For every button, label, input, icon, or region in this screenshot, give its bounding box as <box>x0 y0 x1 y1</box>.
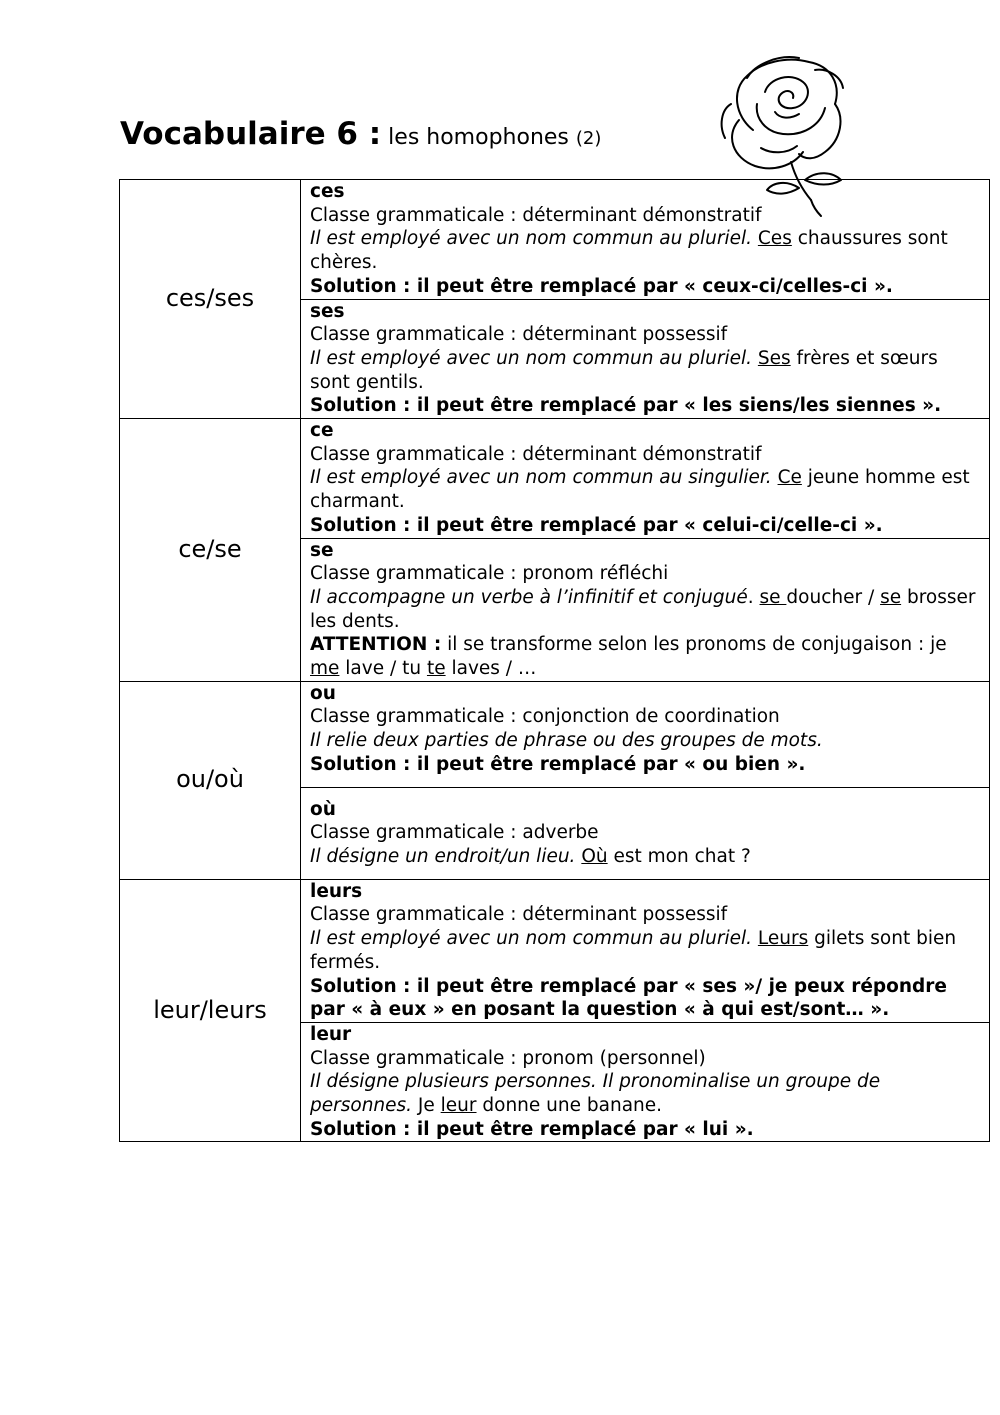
example-italic: Il est employé avec un nom commun au pluriel. <box>310 347 758 369</box>
entry-se <box>301 538 990 681</box>
entry-example <box>310 586 981 633</box>
entry-solution: Solution : il peut être remplacé par « celui-ci/celle-ci ». <box>310 514 883 536</box>
title-number: (2) <box>575 128 602 149</box>
entry-ou <box>301 681 990 787</box>
entry-example: Il relie deux parties de phrase ou des groupes de mots. <box>310 730 823 752</box>
example-italic: Il accompagne un verbe à l’infinitif et conjugué <box>310 586 748 608</box>
term-cell-ce-se: ce/se <box>120 419 301 682</box>
example-rest: frères et sœurs sont gentils. <box>310 347 938 393</box>
term-cell-leur-leurs: leur/leurs <box>120 879 301 1142</box>
entry-ou-accent <box>301 787 990 879</box>
entry-example <box>310 347 981 394</box>
attention-text: il se transforme selon les pronoms de conjugaison : je <box>441 634 947 656</box>
entry-ces <box>301 180 990 300</box>
entry-class: Classe grammaticale : pronom (personnel) <box>310 1047 706 1069</box>
entry-solution: Solution : il peut être remplacé par « lui ». <box>310 1118 754 1140</box>
example-pre: Je <box>412 1095 441 1117</box>
attention-underlined: me <box>310 658 340 680</box>
entry-solution: Solution : il peut être remplacé par « les siens/les siennes ». <box>310 395 942 417</box>
entry-leur <box>301 1022 990 1142</box>
entry-solution: Solution : il peut être remplacé par « ses »/ je peux répondre par « à eux » en posant la question « à qui est/sont… ». <box>310 975 947 1021</box>
table-row <box>120 681 990 787</box>
example-italic: Il est employé avec un nom commun au pluriel. <box>310 228 758 250</box>
table-row <box>120 419 990 539</box>
example-rest: brosser les dents. <box>310 586 976 632</box>
title-subtitle: les homophones <box>381 125 576 150</box>
entry-word: ce <box>310 420 334 442</box>
example-underlined: se <box>759 586 787 608</box>
example-underlined: Ces <box>757 228 792 250</box>
example-rest: gilets sont bien fermés. <box>310 928 957 973</box>
example-mid: doucher / <box>786 586 881 608</box>
entry-solution: Solution : il peut être remplacé par « ou bien ». <box>310 753 806 775</box>
title-main: Vocabulaire 6 : <box>120 116 382 152</box>
entry-class: Classe grammaticale : déterminant possessif <box>310 904 728 926</box>
entry-class: Classe grammaticale : adverbe <box>310 822 599 844</box>
entry-word: leur <box>310 1023 352 1045</box>
entry-ses <box>301 299 990 419</box>
term-cell-ces-ses: ces/ses <box>120 180 301 419</box>
entry-ce <box>301 419 990 539</box>
attention-label: ATTENTION : <box>310 634 442 656</box>
table-row <box>120 879 990 1022</box>
example-italic: Il désigne un endroit/un lieu. <box>310 845 582 867</box>
entry-word: leurs <box>310 880 363 902</box>
entry-example <box>310 845 981 869</box>
entry-example <box>310 1070 981 1117</box>
example-italic: Il désigne plusieurs personnes. Il pronominalise un groupe de personnes. <box>310 1071 881 1117</box>
term-cell-ou-ou: ou/où <box>120 681 301 879</box>
entry-example <box>310 927 981 974</box>
entry-example <box>310 227 981 274</box>
example-rest: chaussures sont chères. <box>310 228 948 274</box>
entry-word: se <box>310 539 334 561</box>
example-underlined: se <box>880 586 902 608</box>
example-italic: Il est employé avec un nom commun au pluriel. <box>310 928 758 950</box>
page-title <box>120 116 601 152</box>
entry-class: Classe grammaticale : déterminant possessif <box>310 324 728 346</box>
example-underlined: Ce <box>777 467 802 489</box>
entry-example <box>310 466 981 513</box>
entry-class: Classe grammaticale : déterminant démonstratif <box>310 204 762 226</box>
example-underlined: Où <box>581 845 608 867</box>
example-rest: donne une banane. <box>476 1095 663 1117</box>
example-underlined: leur <box>440 1095 477 1117</box>
example-rest: jeune homme est charmant. <box>310 467 970 513</box>
entry-word: où <box>310 798 336 820</box>
example-underlined: Ses <box>757 347 791 369</box>
table-row <box>120 180 990 300</box>
example-dot: . <box>747 586 760 608</box>
entry-word: ou <box>310 682 336 704</box>
example-underlined: Leurs <box>757 928 809 950</box>
entry-leurs <box>301 879 990 1022</box>
attention-text: laves / … <box>445 658 537 680</box>
entry-solution: Solution : il peut être remplacé par « ceux-ci/celles-ci ». <box>310 275 893 297</box>
homophones-table <box>119 179 990 1142</box>
example-rest: est mon chat ? <box>607 845 751 867</box>
attention-text: lave / tu <box>339 658 427 680</box>
entry-class: Classe grammaticale : conjonction de coordination <box>310 706 780 728</box>
attention-underlined: te <box>426 658 446 680</box>
example-italic: Il est employé avec un nom commun au singulier. <box>310 467 778 489</box>
entry-class: Classe grammaticale : déterminant démonstratif <box>310 443 762 465</box>
entry-attention <box>310 633 981 680</box>
entry-class: Classe grammaticale : pronom réfléchi <box>310 563 669 585</box>
entry-word: ces <box>310 181 345 202</box>
entry-word: ses <box>310 300 345 322</box>
